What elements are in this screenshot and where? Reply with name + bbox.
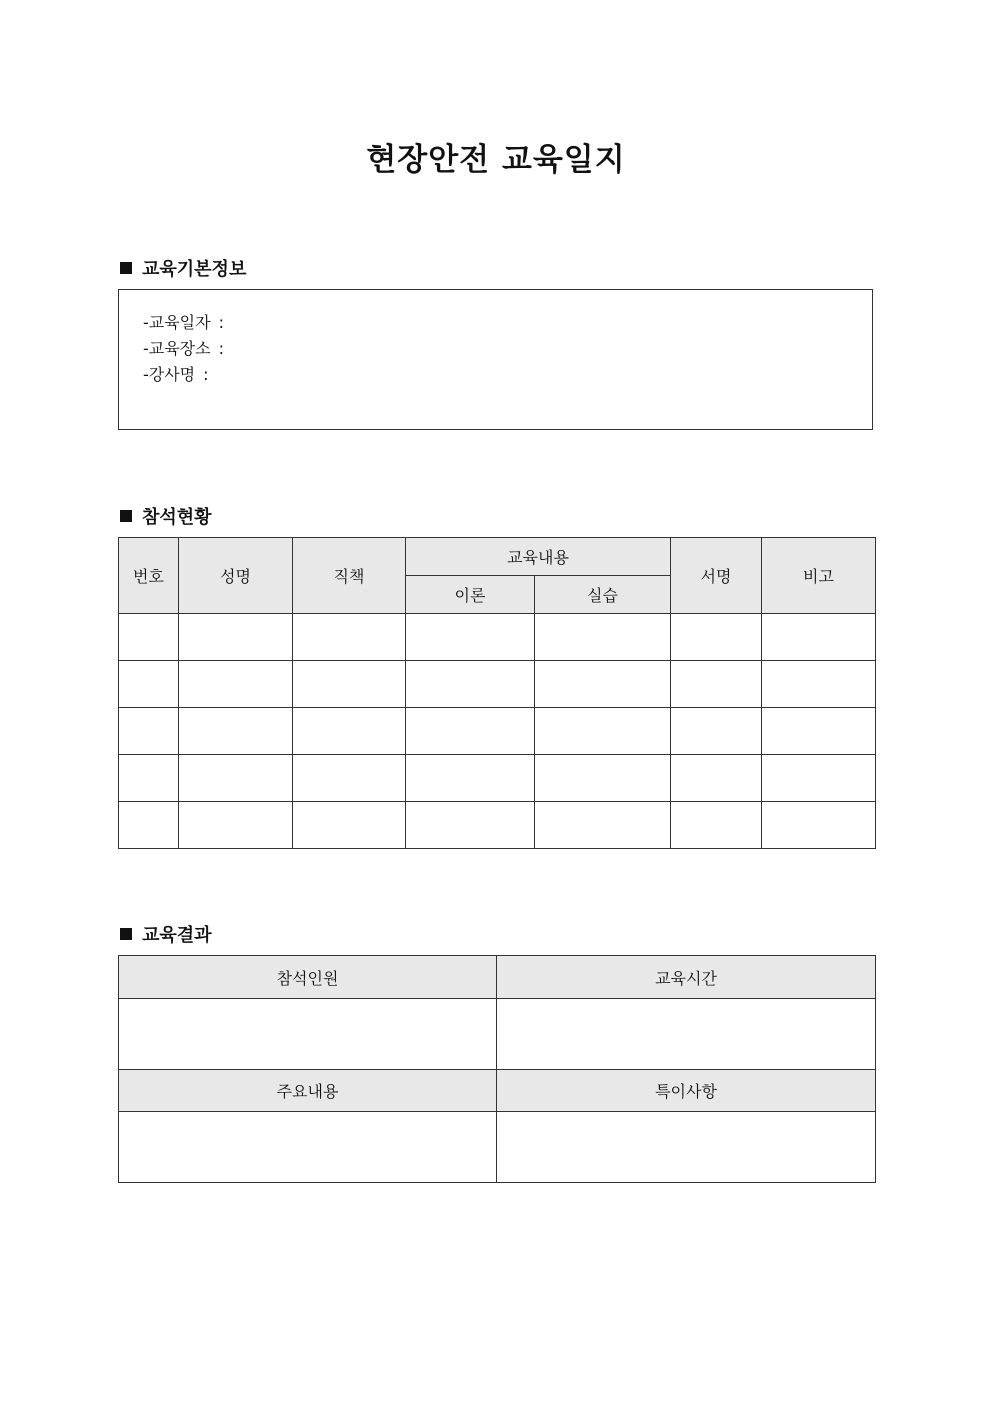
- column-header-content: 교육내용: [406, 538, 671, 576]
- attendance-table: [118, 537, 876, 849]
- table-cell[interactable]: [762, 802, 876, 849]
- info-separator: :: [218, 313, 224, 332]
- table-cell[interactable]: [119, 661, 179, 708]
- table-cell[interactable]: [179, 614, 293, 661]
- column-header-theory: 이론: [406, 576, 535, 614]
- results-header-main-content: 주요내용: [119, 1070, 497, 1112]
- table-cell[interactable]: [179, 708, 293, 755]
- table-cell[interactable]: [671, 755, 762, 802]
- results-table: [118, 955, 876, 1183]
- info-line-instructor: [143, 362, 872, 388]
- results-value-notes[interactable]: [497, 1112, 876, 1183]
- black-square-icon: [120, 928, 132, 940]
- table-cell[interactable]: [119, 755, 179, 802]
- table-cell[interactable]: [762, 661, 876, 708]
- table-cell[interactable]: [671, 802, 762, 849]
- table-row: [119, 614, 876, 661]
- table-cell[interactable]: [535, 802, 671, 849]
- section-heading-results: [120, 921, 212, 947]
- table-cell[interactable]: [119, 708, 179, 755]
- document-title: 현장안전 교육일지: [366, 142, 626, 178]
- column-header-practice: 실습: [535, 576, 671, 614]
- table-cell[interactable]: [762, 614, 876, 661]
- table-row: [119, 802, 876, 849]
- column-header-name: 성명: [179, 538, 293, 614]
- column-header-remarks: 비고: [762, 538, 876, 614]
- info-line-location: [143, 336, 872, 362]
- table-cell[interactable]: [179, 755, 293, 802]
- table-cell[interactable]: [179, 802, 293, 849]
- column-header-signature: 서명: [671, 538, 762, 614]
- section-heading-label: 교육기본정보: [142, 259, 247, 280]
- table-cell[interactable]: [406, 708, 535, 755]
- table-cell[interactable]: [406, 802, 535, 849]
- results-header-notes: 특이사항: [497, 1070, 876, 1112]
- table-cell[interactable]: [293, 755, 406, 802]
- section-heading-label: 교육결과: [142, 925, 212, 946]
- table-cell[interactable]: [119, 614, 179, 661]
- table-cell[interactable]: [535, 755, 671, 802]
- info-label-instructor: -강사명: [143, 365, 196, 384]
- results-header-attendees: 참석인원: [119, 956, 497, 999]
- results-value-duration[interactable]: [497, 999, 876, 1070]
- section-heading-basic-info: [120, 255, 246, 281]
- table-cell[interactable]: [406, 755, 535, 802]
- table-row: [119, 661, 876, 708]
- info-separator: :: [218, 339, 224, 358]
- column-header-position: 직책: [293, 538, 406, 614]
- table-cell[interactable]: [293, 802, 406, 849]
- black-square-icon: [120, 510, 132, 522]
- info-line-date: [143, 310, 872, 336]
- info-label-date: -교육일자: [143, 313, 211, 332]
- table-cell[interactable]: [671, 614, 762, 661]
- table-cell[interactable]: [762, 708, 876, 755]
- table-cell[interactable]: [406, 614, 535, 661]
- table-cell[interactable]: [293, 708, 406, 755]
- table-cell[interactable]: [535, 614, 671, 661]
- table-cell[interactable]: [762, 755, 876, 802]
- results-header-duration: 교육시간: [497, 956, 876, 999]
- basic-info-box: [118, 289, 873, 430]
- table-cell[interactable]: [406, 661, 535, 708]
- results-value-attendees[interactable]: [119, 999, 497, 1070]
- table-cell[interactable]: [293, 661, 406, 708]
- table-cell[interactable]: [535, 708, 671, 755]
- black-square-icon: [120, 262, 132, 274]
- table-cell[interactable]: [293, 614, 406, 661]
- section-heading-label: 참석현황: [142, 507, 212, 528]
- results-value-main-content[interactable]: [119, 1112, 497, 1183]
- table-cell[interactable]: [179, 661, 293, 708]
- info-label-location: -교육장소: [143, 339, 211, 358]
- table-row: [119, 755, 876, 802]
- section-heading-attendance: [120, 503, 212, 529]
- table-cell[interactable]: [671, 661, 762, 708]
- info-separator: :: [203, 365, 209, 384]
- table-cell[interactable]: [119, 802, 179, 849]
- table-cell[interactable]: [535, 661, 671, 708]
- column-header-number: 번호: [119, 538, 179, 614]
- table-cell[interactable]: [671, 708, 762, 755]
- table-row: [119, 708, 876, 755]
